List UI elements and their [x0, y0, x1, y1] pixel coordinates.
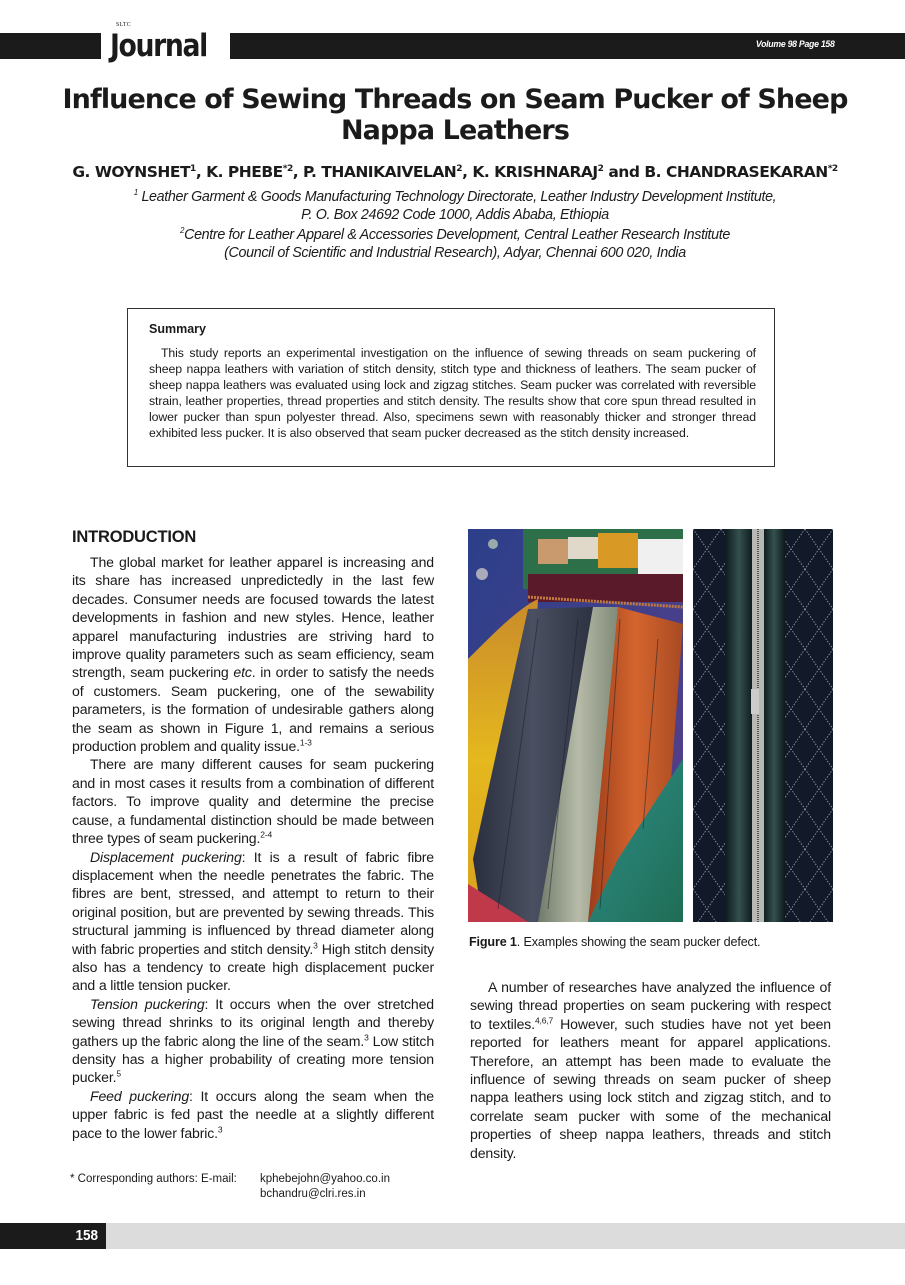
author: K. KRISHNARAJ: [472, 163, 598, 181]
left-column: [72, 528, 434, 1142]
email-link[interactable]: kphebejohn@yahoo.co.in: [260, 1173, 390, 1185]
section-heading-introduction: INTRODUCTION: [72, 528, 197, 546]
journal-logo: Journal: [110, 28, 207, 64]
right-column: [470, 978, 831, 1162]
corresponding-authors-label: * Corresponding authors: E-mail:: [70, 1173, 237, 1185]
footer-band: [106, 1223, 905, 1249]
article-title: Influence of Sewing Threads on Seam Pucker of Sheep Nappa Leathers: [62, 84, 848, 146]
page-number: 158: [75, 1227, 98, 1244]
figure-image-patchwork-jacket: [468, 529, 683, 922]
intro-paragraph-displacement: Displacement puckering: It is a result of fabric fibre displacement when the needle penetrates the fabric. The fibres are bent, stressed, and attempt to return to their original position, but are prevented by sewing threads. This structural jamming is influenced by thread diameter along with fabric properties and stitch density.$^3$ High stitch density also has a tendency to create high displacement pucker and a little tension pucker.: [72, 848, 434, 994]
volume-page-label: Volume 98 Page 158: [756, 39, 835, 50]
email-link[interactable]: bchandru@clri.res.in: [260, 1188, 366, 1200]
header-band-left: [0, 33, 101, 59]
author: B. CHANDRASEKARAN: [644, 163, 828, 181]
author: G. WOYNSHET: [72, 163, 191, 181]
intro-paragraph-feed: Feed puckering: It occurs along the seam when the upper fabric is fed past the needle at a slightly different pace to the lower fabric.$^3$: [72, 1087, 434, 1141]
intro-paragraph-tension: Tension puckering: It occurs when the over stretched sewing thread shrinks to its original length and thereby gathers up the fabric along the line of the seam.$^3$ Low stitch density has a higher probability of creating more tension pucker.$^5$: [72, 995, 435, 1086]
author: K. PHEBE: [206, 163, 283, 181]
author-list: G. WOYNSHET$^1$, K. PHEBE$^{*2}$, P. THANIKAIVELAN$^2$, K. KRISHNARAJ$^2$ and B. CHANDRASEKARAN$^{*2}$: [72, 163, 838, 181]
figure-image-quilted-jacket: [693, 529, 833, 922]
intro-paragraph-1: The global market for leather apparel is increasing and its share has increased unpredictedly in the last few decades. Consumer needs are focused towards the latest developments in fashion and new styles. Hence, leather apparel manufacturing industries are striving hard to improve quality parameters such as seam efficiency, seam strength, seam puckering etc. in order to satisfy the needs of customers. Seam puckering, one of the sewability parameters, is the formation of undesirable gathers along the seam as shown in Figure 1, and remains a serious production problem and quality issue.$^{1-3}$: [72, 554, 434, 755]
right-paragraph-1: A number of researches have analyzed the influence of sewing thread properties on seam puckering with respect to textiles.$^{4,6,7}$ However, such studies have not yet been reported for leathers meant for apparel applications. Therefore, an attempt has been made to evaluate the influence of sewing threads on seam pucker of sheep nappa leathers using lock stitch and zigzag stitch, and to correlate seam pucker with some of the mechanical properties of sheep nappa leathers, threads and stitch density.: [470, 979, 831, 1161]
affiliation-1: $^1$ Leather Garment & Goods Manufacturing Technology Directorate, Leather Industry Development Institute, P. O. Box 24692 Code 1000, Addis Ababa, Ethiopia: [133, 188, 777, 223]
affiliation-2: $^2$Centre for Leather Apparel & Accessories Development, Central Leather Research Institute (Council of Scientific and Industrial Research), Adyar, Chennai 600 020, India: [180, 226, 730, 261]
intro-paragraph-2: There are many different causes for seam puckering and in most cases it results from a combination of different factors. To improve quality and determine the precise cause, a fundamental distinction should be made between three types of seam puckering.$^{2-4}$: [72, 756, 434, 847]
logo-sltc: SLTC: [116, 22, 131, 28]
author: P. THANIKAIVELAN: [303, 163, 457, 181]
summary-heading: Summary: [149, 322, 206, 336]
summary-text: This study reports an experimental investigation on the influence of sewing threads on seam puckering of sheep nappa leathers with variation of stitch density, stitch type and thickness of leathers. The seam pucker of sheep nappa leathers was evaluated using lock and zigzag stitches. Seam pucker was correlated with reversible strain, leather properties, thread properties and stitch density. The results show that core spun thread resulted in lower pucker than spun polyester thread. Also, specimens sewn with reasonably thicker and stronger thread exhibited less pucker. It is also observed that seam pucker decreased as the stitch density increased.: [149, 346, 756, 440]
footer-page-box: [0, 1223, 106, 1249]
figure-caption: Figure 1. Examples showing the seam pucker defect.: [469, 935, 761, 949]
summary-box: [127, 308, 775, 467]
